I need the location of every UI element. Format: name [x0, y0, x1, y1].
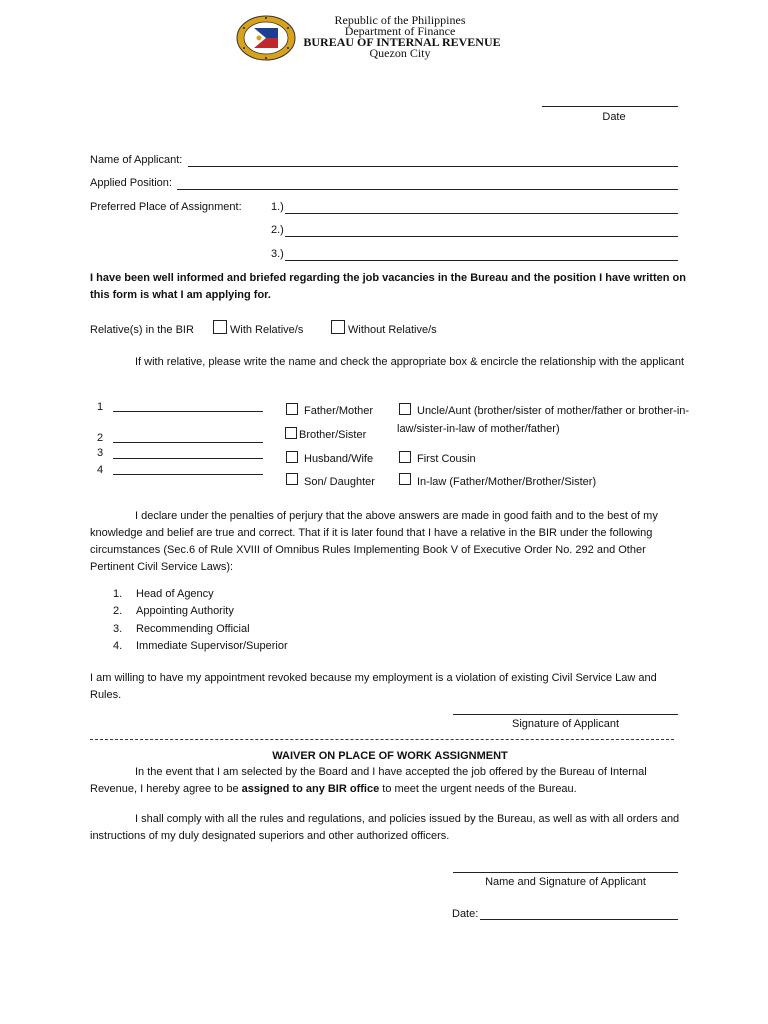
date-line[interactable] [542, 106, 678, 107]
relative-name-3-field[interactable] [113, 458, 263, 459]
relatives-label: Relative(s) in the BIR [90, 324, 194, 336]
perjury-declaration: I declare under the penalties of perjury that the above answers are made in good faith and to the best of my knowledge and belief are true and correct. That if it is later found that I have a relative in the BIR under the following circumstances (Sec.6 of Rule XVIII of Omnibus Rules Implementing Book V of Executive Order No. 292 and Other Pertinent Civil Service Laws): [90, 510, 658, 573]
uncle-aunt-label: Uncle/Aunt (brother/sister of mother/father or brother-in- [417, 405, 690, 417]
brother-sister-checkbox[interactable] [285, 427, 297, 439]
waiver-title: WAIVER ON PLACE OF WORK ASSIGNMENT [272, 750, 508, 762]
bir-seal-icon [234, 14, 298, 62]
waiver-date-label: Date: [452, 908, 479, 920]
circumstance-head-of-agency: Head of Agency [136, 588, 214, 600]
relative-number-1: 1 [97, 401, 104, 413]
place-option-2-field[interactable] [285, 236, 678, 237]
husband-wife-label: Husband/Wife [304, 453, 374, 465]
place-option-1-label: 1.) [271, 201, 284, 213]
uncle-aunt-checkbox[interactable] [399, 403, 411, 415]
waiver-paragraph-1-end: to meet the urgent needs of the Bureau. [379, 783, 577, 795]
first-cousin-checkbox[interactable] [399, 451, 411, 463]
circumstance-number-2: 2. [113, 605, 123, 617]
waiver-paragraph-2: I shall comply with all the rules and regulations, and policies issued by the Bureau, as well as with all orders and instructions of my duly designated superiors and other authorized officers. [90, 813, 680, 842]
date-label: Date [602, 111, 626, 123]
preferred-place-label: Preferred Place of Assignment: [90, 201, 242, 213]
signature-line[interactable] [453, 714, 678, 715]
father-mother-label: Father/Mother [304, 405, 374, 417]
relative-name-4-field[interactable] [113, 474, 263, 475]
relative-name-2-field[interactable] [113, 442, 263, 443]
husband-wife-checkbox[interactable] [286, 451, 298, 463]
waiver-paragraph-1-text: In the event that I am selected by the Board and I have accepted the job offered by the Bureau of Internal Revenue, I hereby agree to be [90, 766, 647, 795]
relative-name-1-field[interactable] [113, 411, 263, 412]
place-option-2-label: 2.) [271, 224, 284, 236]
first-cousin-label: First Cousin [417, 453, 476, 465]
header-bureau: BUREAU OF INTERNAL REVENUE [303, 35, 501, 49]
relative-number-2: 2 [97, 432, 104, 444]
with-relative-checkbox[interactable] [213, 320, 227, 334]
circumstance-immediate-supervisor: Immediate Supervisor/Superior [136, 640, 288, 652]
header-department: Department of Finance [344, 24, 456, 38]
applied-position-field[interactable] [177, 189, 678, 190]
place-option-3-label: 3.) [271, 248, 284, 260]
name-of-applicant-field[interactable] [188, 166, 678, 167]
circumstance-number-4: 4. [113, 640, 123, 652]
in-law-checkbox[interactable] [399, 473, 411, 485]
relative-instruction: If with relative, please write the name and check the appropriate box & encircle the relationship with the applicant [135, 356, 685, 368]
name-signature-label: Name and Signature of Applicant [485, 876, 646, 888]
waiver-paragraph-1-emphasis: assigned to any BIR office [241, 783, 380, 795]
applicant-statement: I have been well informed and briefed regarding the job vacancies in the Bureau and the position I have written on this form is what I am applying for. [90, 272, 686, 301]
without-relative-label: Without Relative/s [348, 324, 437, 336]
without-relative-checkbox[interactable] [331, 320, 345, 334]
son-daughter-checkbox[interactable] [286, 473, 298, 485]
brother-sister-label: Brother/Sister [299, 429, 367, 441]
circumstance-recommending-official: Recommending Official [136, 623, 250, 635]
in-law-label: In-law (Father/Mother/Brother/Sister) [417, 476, 597, 488]
place-option-1-field[interactable] [285, 213, 678, 214]
waiver-paragraph-1 [90, 764, 690, 798]
name-signature-line[interactable] [453, 872, 678, 873]
name-of-applicant-label: Name of Applicant: [90, 154, 183, 166]
circumstance-number-3: 3. [113, 623, 123, 635]
header-republic: Republic of the Philippines [334, 13, 466, 27]
section-divider [90, 739, 674, 740]
father-mother-checkbox[interactable] [286, 403, 298, 415]
signature-label: Signature of Applicant [511, 718, 620, 730]
son-daughter-label: Son/ Daughter [304, 476, 375, 488]
circumstance-appointing-authority: Appointing Authority [136, 605, 234, 617]
uncle-aunt-label-continued: law/sister-in-law of mother/father) [397, 423, 560, 435]
relative-number-4: 4 [97, 464, 104, 476]
circumstance-number-1: 1. [113, 588, 123, 600]
relative-number-3: 3 [97, 447, 104, 459]
waiver-date-field[interactable] [480, 919, 678, 920]
with-relative-label: With Relative/s [230, 324, 304, 336]
header-city: Quezon City [369, 46, 431, 60]
applied-position-label: Applied Position: [90, 177, 172, 189]
revocation-statement: I am willing to have my appointment revoked because my employment is a violation of existing Civil Service Law and Rules. [90, 672, 657, 701]
place-option-3-field[interactable] [285, 260, 678, 261]
